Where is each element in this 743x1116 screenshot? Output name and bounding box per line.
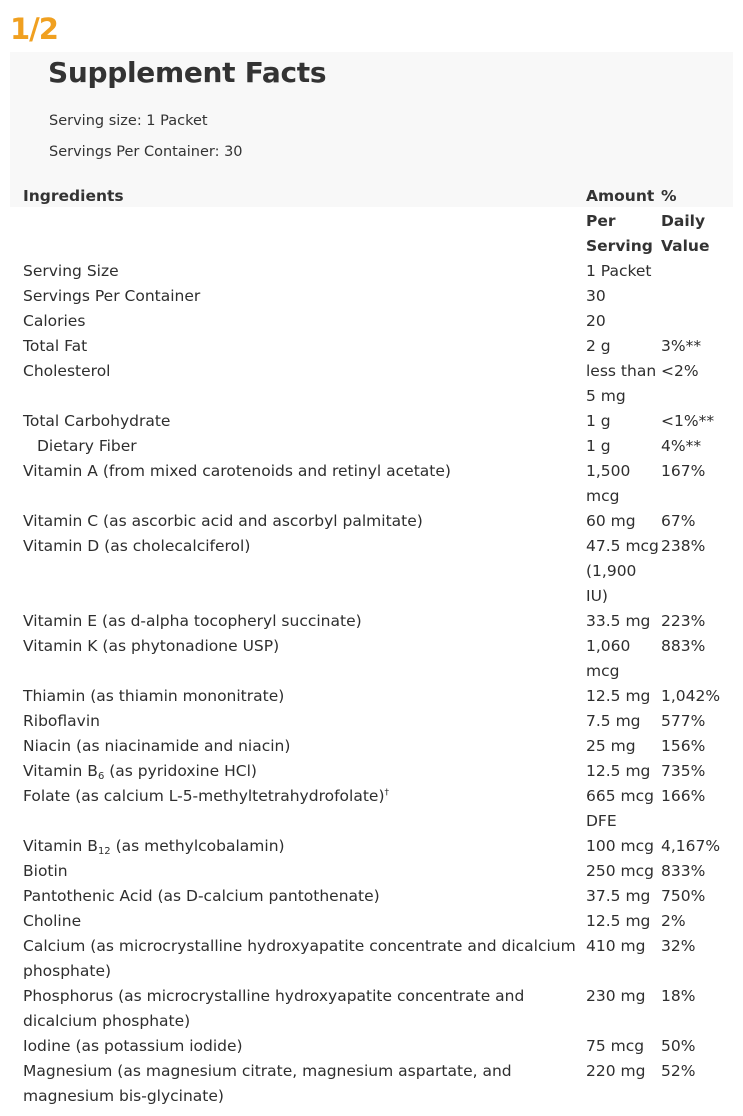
amount-cell: 30 xyxy=(586,287,606,305)
daily-value-cell xyxy=(661,284,723,309)
table-row xyxy=(23,609,723,634)
amount-cell: 12.5 mg xyxy=(586,687,651,705)
amount-cell: 1 g xyxy=(586,437,611,455)
amount-cell: 33.5 mg xyxy=(586,612,651,630)
ingredient-name: Vitamin D (as cholecalciferol) xyxy=(23,537,251,555)
subscript: 12 xyxy=(97,846,111,857)
servings-per-container-line: Servings Per Container: 30 xyxy=(49,144,243,160)
ingredient-name-text: Folate (as calcium L-5-methyltetrahydrofolate) xyxy=(23,787,385,805)
daily-value-cell: 166% xyxy=(661,787,706,805)
daily-value-cell: 577% xyxy=(661,712,706,730)
amount-cell: 230 mg xyxy=(586,987,646,1005)
amount-cell: 25 mg xyxy=(586,737,636,755)
daily-value-cell: 735% xyxy=(661,762,706,780)
amount-cell: 1 Packet xyxy=(586,262,652,280)
serving-size-line: Serving size: 1 Packet xyxy=(49,113,208,129)
daily-value-cell: 4%** xyxy=(661,437,702,455)
ingredient-name: Serving Size xyxy=(23,262,119,280)
table-row xyxy=(23,459,723,509)
table-row xyxy=(23,834,723,859)
amount-cell: 100 mcg xyxy=(586,837,654,855)
daily-value-cell: 2% xyxy=(661,912,686,930)
daily-value-cell: 18% xyxy=(661,987,696,1005)
amount-cell: 47.5 mcg (1,900 IU) xyxy=(586,537,659,605)
ingredient-name: Phosphorus (as microcrystalline hydroxyapatite concentrate and dicalcium phosphate) xyxy=(23,987,525,1030)
supplement-facts-table xyxy=(23,184,723,1109)
daily-value-cell: 833% xyxy=(661,862,706,880)
daily-value-cell: 883% xyxy=(661,637,706,655)
amount-cell: 1,500 mcg xyxy=(586,462,631,505)
daily-value-cell: 156% xyxy=(661,737,706,755)
table-header-row xyxy=(23,184,723,259)
ingredient-name: Servings Per Container xyxy=(23,287,201,305)
daily-value-cell: 32% xyxy=(661,937,696,955)
table-row xyxy=(23,934,723,984)
table-row xyxy=(23,359,723,409)
table-row xyxy=(23,284,723,309)
ingredient-name: Vitamin K (as phytonadione USP) xyxy=(23,637,280,655)
table-row xyxy=(23,909,723,934)
amount-cell: 12.5 mg xyxy=(586,912,651,930)
ingredient-name: Dietary Fiber xyxy=(37,437,137,455)
dagger-footnote-mark: † xyxy=(384,788,389,798)
amount-cell: 37.5 mg xyxy=(586,887,651,905)
daily-value-cell: 238% xyxy=(661,537,706,555)
table-row xyxy=(23,634,723,684)
ingredient-name: Riboflavin xyxy=(23,712,100,730)
daily-value-cell: 167% xyxy=(661,462,706,480)
ingredient-name: Thiamin (as thiamin mononitrate) xyxy=(23,687,285,705)
header-amount-line1: Amount xyxy=(586,187,655,205)
daily-value-cell: 1,042% xyxy=(661,687,721,705)
header-amount-line3: Serving xyxy=(586,237,653,255)
daily-value-cell: 67% xyxy=(661,512,696,530)
table-row xyxy=(23,309,723,334)
ingredient-name: Total Fat xyxy=(23,337,88,355)
amount-cell: 410 mg xyxy=(586,937,646,955)
ingredient-name: Iodine (as potassium iodide) xyxy=(23,1037,243,1055)
ingredient-name-text: (as pyridoxine HCl) xyxy=(104,762,257,780)
table-row xyxy=(23,784,723,834)
daily-value-cell: 750% xyxy=(661,887,706,905)
table-row xyxy=(23,984,723,1034)
amount-cell: 1,060 mcg xyxy=(586,637,631,680)
amount-cell: 60 mg xyxy=(586,512,636,530)
table-row xyxy=(23,509,723,534)
ingredient-name: Calcium (as microcrystalline hydroxyapatite concentrate and dicalcium phosphate) xyxy=(23,937,576,980)
table-row xyxy=(23,1059,723,1109)
table-row xyxy=(23,434,723,459)
amount-cell: 220 mg xyxy=(586,1062,646,1080)
header-amount-line2: Per xyxy=(586,212,616,230)
ingredient-name: Biotin xyxy=(23,862,68,880)
amount-cell: 2 g xyxy=(586,337,611,355)
table-row xyxy=(23,259,723,284)
ingredient-name xyxy=(23,759,586,784)
ingredient-name: Vitamin C (as ascorbic acid and ascorbyl palmitate) xyxy=(23,512,423,530)
ingredient-name xyxy=(23,784,586,834)
amount-cell: 665 mcg DFE xyxy=(586,787,654,830)
ingredient-name: Total Carbohydrate xyxy=(23,412,171,430)
amount-cell: less than 5 mg xyxy=(586,362,657,405)
amount-cell: 250 mcg xyxy=(586,862,654,880)
ingredient-name-text: Vitamin B xyxy=(23,837,98,855)
table-row xyxy=(23,709,723,734)
ingredient-name: Niacin (as niacinamide and niacin) xyxy=(23,737,291,755)
amount-cell: 20 xyxy=(586,312,606,330)
daily-value-cell xyxy=(661,309,723,334)
ingredient-name-text: Vitamin B xyxy=(23,762,98,780)
ingredient-name: Calories xyxy=(23,312,86,330)
daily-value-cell: 223% xyxy=(661,612,706,630)
table-row xyxy=(23,409,723,434)
table-row xyxy=(23,759,723,784)
amount-cell: 1 g xyxy=(586,412,611,430)
table-row xyxy=(23,534,723,609)
daily-value-cell: <1%** xyxy=(661,412,715,430)
daily-value-cell: 4,167% xyxy=(661,837,721,855)
ingredient-name: Vitamin A (from mixed carotenoids and retinyl acetate) xyxy=(23,462,451,480)
table-row xyxy=(23,1034,723,1059)
ingredient-name: Cholesterol xyxy=(23,362,111,380)
ingredient-name-text: (as methylcobalamin) xyxy=(110,837,285,855)
table-row xyxy=(23,684,723,709)
ingredient-name: Magnesium (as magnesium citrate, magnesium aspartate, and magnesium bis-glycinate) xyxy=(23,1062,512,1105)
subscript: 6 xyxy=(97,771,105,782)
header-dv-line3: Value xyxy=(661,237,710,255)
ingredient-name xyxy=(23,834,586,859)
header-dv-line1: % xyxy=(661,187,677,205)
page-title: Supplement Facts xyxy=(48,56,327,89)
daily-value-cell: <2% xyxy=(661,362,699,380)
amount-cell: 7.5 mg xyxy=(586,712,641,730)
amount-cell: 12.5 mg xyxy=(586,762,651,780)
header-dv-line2: Daily xyxy=(661,212,706,230)
header-ingredients: Ingredients xyxy=(23,187,124,205)
table-row xyxy=(23,734,723,759)
ingredient-name: Vitamin E (as d-alpha tocopheryl succinate) xyxy=(23,612,362,630)
daily-value-cell xyxy=(661,259,723,284)
amount-cell: 75 mcg xyxy=(586,1037,645,1055)
page-indicator: 1/2 xyxy=(10,12,58,46)
table-row xyxy=(23,884,723,909)
daily-value-cell: 3%** xyxy=(661,337,702,355)
daily-value-cell: 50% xyxy=(661,1037,696,1055)
header-daily-value xyxy=(661,184,723,259)
ingredient-name: Pantothenic Acid (as D-calcium pantothenate) xyxy=(23,887,380,905)
ingredient-name: Choline xyxy=(23,912,82,930)
daily-value-cell: 52% xyxy=(661,1062,696,1080)
table-row xyxy=(23,334,723,359)
table-row xyxy=(23,859,723,884)
header-amount-per-serving xyxy=(586,184,661,259)
